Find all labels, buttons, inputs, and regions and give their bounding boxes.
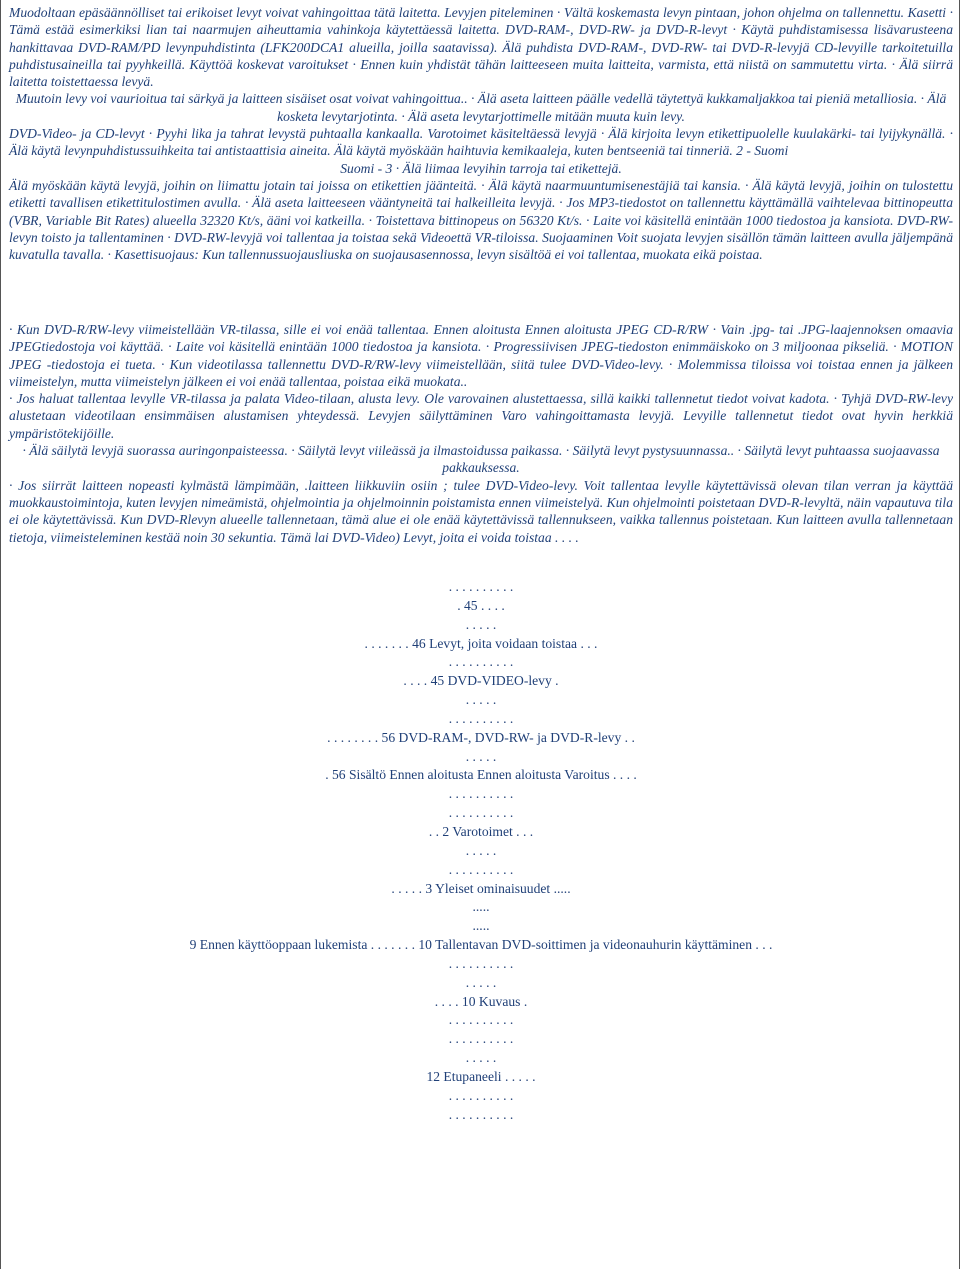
toc-line: . . . . 45 DVD-VIDEO-levy . xyxy=(403,673,559,689)
toc-line: . . . . . xyxy=(465,842,497,858)
toc-line: . . . . . xyxy=(465,748,497,764)
toc-line: . . . . . . . 46 Levyt, joita voidaan toistaa . . . xyxy=(364,635,598,651)
toc-line: ..... xyxy=(472,899,490,915)
toc-line: . . . . . . . . . . xyxy=(448,805,514,821)
paragraph-finalizing: · Kun DVD-R/RW-levy viimeistellään VR-tilassa, sille ei voi enää tallentaa. Ennen aloitusta Ennen aloitusta JPEG CD-R/RW · Vain .jpg- tai .JPG-laajennoksen omaavia JPEGtiedostoja voi käyttää. · Laite voi käsitellä enintään 1000 tiedostoa ja kansiota. · Progressiivisen JPEG-tiedoston enimmäiskoko on 3 miljoonaa pikseliä. · MOTION JPEG -tiedostoja ei tueta. · Kun videotilassa tallennettu DVD-R/RW-levy viimeistellään, siitä tulee DVD-Video-levy. · Molemmissa tiloissa voi toistaa ennen ja jälkeen viimeistelyn, mutta viimeistelyn jälkeen ei voi enää tallentaa, poistaa eikä muokata.. xyxy=(9,322,953,389)
paragraph-disc-handling: Muodoltaan epäsäännölliset tai erikoiset levyt voivat vahingoittaa tätä laitetta. Levyjen piteleminen · Vältä koskemasta levyn pintaan, johon ohjelma on tallennettu. Kasetti · Tämä estää esimerkiksi lian tai naarmujen aiheuttamia vahinkoja käytettäessä laitetta. DVD-RAM-, DVD-RW- ja DVD-R-levyt · Käytä puhdistamisessa lisävarusteena hankittavaa DVD-RAM/PD levynpuhdistinta (LFK200DCA1 alueilla, joilla saatavissa). Älä puhdista DVD-RAM-, DVD-RW- tai DVD-R-levyjä CD-levyille tarkoitetuilla puhdistusaineilla tai pyyhkeillä. Käyttöä koskevat varoitukset · Ennen kuin yhdistät tähän laitteeseen muita laitteita, varmista, että niistä on sammutettu virta. · Älä siirrä laitetta toistettaessa levyä. xyxy=(9,5,953,90)
paragraph-disc-precautions: Älä myöskään käytä levyjä, joihin on liimattu jotain tai joissa on etikettien jäänteitä. · Älä käytä naarmuuntumisenestäjiä tai kansia. · Älä käytä levyjä, joihin on tulostettu etiketti tavallisen etikettitulostimen avulla. · Älä aseta laitteeseen vääntyneitä tai halkeilleita levyjä. · Jos MP3-tiedostot on tallennettu käyttämällä vaihtelevaa bittinopeutta (VBR, Variable Bit Rates) alueella 32320 Kt/s, ääni voi katkeilla. · Toistettava bittinopeus on 56320 Kt/s. · Laite voi käsitellä enintään 1000 tiedostoa ja kansiota. DVD-RW-levyn toisto ja tallentaminen · DVD-RW-levyjä voi tallentaa ja toistaa sekä Videoettä VR-tiloissa. Suojaaminen Voit suojata levyjen sisällön tämän laitteen avulla jäljempänä kuvatulla tavalla. · Kasettisuojaus: Kun tallennussuojausliuska on suojausasennossa, levyn sisältöä ei voi tallentaa, muokata eikä poistaa. xyxy=(9,177,953,263)
table-of-contents xyxy=(1,578,960,1124)
toc-line: . . . . . . . . . . xyxy=(448,1031,514,1047)
paragraph-storage: · Älä säilytä levyjä suorassa auringonpaisteessa. · Säilytä levyt viileässä ja ilmastoidussa paikassa. · Säilytä levyt pystysuunnassa.. · Säilytä levyt puhtaassa suojaavassa pakkauksessa. xyxy=(22,443,940,476)
toc-line: . . . . 10 Kuvaus . xyxy=(434,993,528,1009)
toc-line: . 45 . . . . xyxy=(457,597,505,613)
toc-line: 12 Etupaneeli . . . . . xyxy=(426,1068,536,1084)
toc-line: . . . . . . . . . . xyxy=(448,861,514,877)
paragraph-damage-warning: Muutoin levy voi vaurioitua tai särkyä ja laitteen sisäiset osat voivat vahingoittua.. · Älä aseta laitteen päälle vedellä täytettyä kukkamaljakkoa tai pieniä metalliosia. · Älä kosketa levytarjotinta. · Älä aseta levytarjottimelle mitään muuta kuin levy. xyxy=(15,91,947,124)
toc-line: . . . . . . . . . . xyxy=(448,786,514,802)
toc-line: . . . . . xyxy=(465,692,497,708)
toc-line: . . . . . . . . . . xyxy=(448,710,514,726)
toc-line: . . . . . . . . 56 DVD-RAM-, DVD-RW- ja DVD-R-levy . . xyxy=(327,729,635,745)
toc-line: . . . . . . . . . . xyxy=(448,579,514,594)
toc-line: . . . . . . . . . . xyxy=(448,1012,514,1028)
bottom-text-block xyxy=(9,321,953,546)
paragraph-recording-space: · Jos siirrät laitteen nopeasti kylmästä lämpimään, .laitteen liikkuviin osiin ; tulee DVD-Video-levy. Voit tallentaa levylle käytettävissä olevan tilan verran ja käyttää muokkaustoimintoja, kuten levyjen nimeämistä, ohjelmointia ja ohjelmoinnin poistamista ennen viimeistelyä. Kun ohjelmointi poistetaan DVD-R-levyltä, näin vapautuva tila ei ole käytettävissä. Kun DVD-Rlevyn alueelle tallennetaan, tämä alue ei ole enää käytettävissä tallennukseen, vaikka tallennus poistetaan. Kun laitteen avulla tallennetaan tietoja, viimeisteleminen kestää noin 30 sekuntia. Tämä lai DVD-Video) Levyt, joita ei voida toistaa . . . . xyxy=(9,477,953,545)
toc-line: . . . . . . . . . . xyxy=(448,654,514,670)
paragraph-labels: Suomi - 3 · Älä liimaa levyihin tarroja tai etikettejä. xyxy=(340,160,622,176)
toc-line: . . . . . . . . . . xyxy=(448,1106,514,1122)
toc-line: 9 Ennen käyttöoppaan lukemista . . . . . . . 10 Tallentavan DVD-soittimen ja videonauhurin käyttäminen . . . xyxy=(189,937,773,953)
toc-line: . . . . . . . . . . xyxy=(448,955,514,971)
toc-line: ..... xyxy=(472,918,490,934)
paragraph-formatting: · Jos haluat tallentaa levylle VR-tilassa ja palata Video-tilaan, alusta levy. Ole varovainen alustettaessa, sillä kaikki tallennetut tiedot voivat kadota. · Tyhjä DVD-RW-levy alustetaan videotilaan ensimmäisen alustamisen yhteydessä. Levyjen säilyttäminen Varo vahingoittamasta levyjä. Levyille tallennetut tiedot ovat hyvin herkkiä ympäristötekijöille. xyxy=(9,391,953,441)
toc-line: . . . . . xyxy=(465,974,497,990)
paragraph-cleaning: DVD-Video- ja CD-levyt · Pyyhi lika ja tahrat levystä puhtaalla kankaalla. Varotoimet käsiteltäessä levyjä · Älä kirjoita levyn etikettipuolelle kuulakärki- tai lyijykynällä. · Älä käytä levynpuhdistussuihkeita tai antistaattisia aineita. Älä käytä myöskään haihtuvia kemikaaleja, kuten bentseeniä tai tinneriä. 2 - Suomi xyxy=(9,126,953,159)
top-text-block xyxy=(9,4,953,263)
toc-line: . . . . . . . . . . xyxy=(448,1087,514,1103)
toc-line: . . 2 Varotoimet . . . xyxy=(428,823,534,839)
toc-line: . . . . . xyxy=(465,1050,497,1066)
toc-line: . . . . . xyxy=(465,616,497,632)
toc-line: . 56 Sisältö Ennen aloitusta Ennen aloitusta Varoitus . . . . xyxy=(325,767,637,783)
toc-line: . . . . . 3 Yleiset ominaisuudet ..... xyxy=(391,880,571,896)
